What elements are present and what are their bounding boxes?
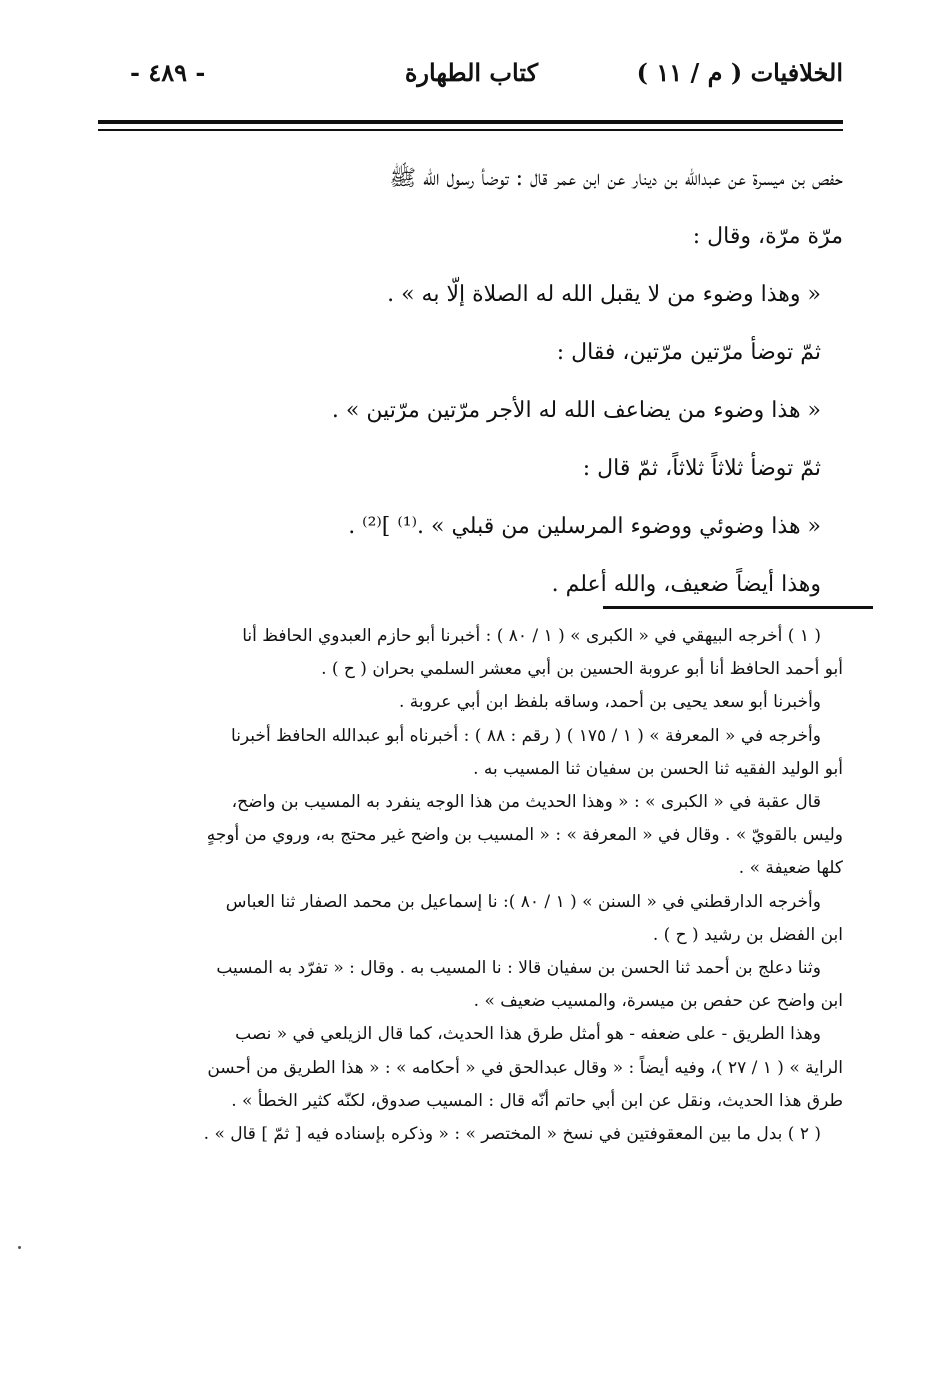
header-volume: الخلافيات ( م / ١١ )	[636, 58, 843, 87]
main-line: « هذا وضوئي ووضوء المرسلين من قبلي » .⁽¹⁾ ]⁽²⁾ .	[348, 514, 821, 539]
footnote-line: قال عقبة في « الكبرى » : « وهذا الحديث من هذا الوجه ينفرد به المسيب بن واضح،	[231, 792, 821, 813]
footnote-line: طرق هذا الحديث، ونقل عن ابن أبي حاتم أنّه قال : المسيب صدوق، لكنّه كثير الخطأ » .	[231, 1090, 843, 1111]
footnote-line: وهذا الطريق - على ضعفه - هو أمثل طرق هذا الحديث، كما قال الزيلعي في « نصب	[235, 1024, 821, 1045]
main-line: ثمّ توضأ مرّتين مرّتين، فقال :	[556, 340, 821, 365]
page-number: - ٤٨٩ -	[130, 58, 206, 87]
footnote-line: وأخرجه الدارقطني في « السنن » ( ١ / ٨٠ ): نا إسماعيل بن محمد الصفار ثنا العباس	[225, 891, 821, 912]
header-rule-thin	[98, 129, 843, 131]
footnote-line: أبو أحمد الحافظ أنا أبو عروبة الحسين بن أبي معشر السلمي بحران ( ح ) .	[321, 659, 843, 680]
footnote-line: وثنا دعلج بن أحمد ثنا الحسن بن سفيان قالا : نا المسيب به . وقال : « تفرّد به المسيب	[216, 958, 821, 979]
footnotes	[96, 620, 843, 1151]
footnote-separator	[603, 606, 873, 609]
header-rule-thick	[98, 120, 843, 124]
running-header	[98, 50, 843, 102]
footnote-line: ( ٢ ) بدل ما بين المعقوفتين في نسخ « المختصر » : « وذكره بإسناده فيه [ ثمّ ] قال » .	[203, 1124, 821, 1145]
main-line: « وهذا وضوء من لا يقبل الله له الصلاة إلّا به » .	[387, 282, 821, 307]
footnote-line: وليس بالقويّ » . وقال في « المعرفة » : « المسيب بن واضح غير محتج به، وروي من أوجهٍ	[206, 825, 843, 846]
main-line: حفص بن ميسرة عن عبدالله بن دينار عن ابن عمر قال : توضأ رسول الله ﷺ	[389, 166, 843, 191]
footnote-line: الراية » ( ١ / ٢٧ )، وفيه أيضاً : « وقال عبدالحق في « أحكامه » : « هذا الطريق من أحسن	[207, 1057, 843, 1078]
footnote-line: وأخبرنا أبو سعد يحيى بن أحمد، وساقه بلفظ ابن أبي عروبة .	[398, 692, 821, 713]
header-chapter-title: كتاب الطهارة	[404, 58, 538, 87]
footnote-line: ابن واضح عن حفص بن ميسرة، والمسيب ضعيف » .	[473, 991, 843, 1012]
main-line: مرّة مرّة، وقال :	[692, 224, 843, 249]
footnote-line: ( ١ ) أخرجه البيهقي في « الكبرى » ( ١ / ٨٠ ) : أخبرنا أبو حازم العبدوي الحافظ أنا	[242, 626, 821, 646]
footnote-line: ابن الفضل بن رشيد ( ح ) .	[652, 924, 843, 945]
footnote-line: وأخرجه في « المعرفة » ( ١ / ١٧٥ ) ( رقم : ٨٨ ) : أخبرناه أبو عبدالله الحافظ أخبرنا	[231, 725, 821, 746]
main-line: وهذا أيضاً ضعيف، والله أعلم .	[551, 572, 821, 597]
footnote-line: أبو الوليد الفقيه ثنا الحسن بن سفيان ثنا المسيب به .	[473, 758, 843, 779]
main-line: ثمّ توضأ ثلاثاً ثلاثاً، ثمّ قال :	[582, 456, 821, 481]
footnote-line: كلها ضعيفة » .	[738, 858, 843, 879]
main-line: « هذا وضوء من يضاعف الله له الأجر مرّتين مرّتين » .	[331, 398, 821, 423]
main-text	[96, 150, 843, 614]
scan-speck	[18, 1246, 21, 1249]
